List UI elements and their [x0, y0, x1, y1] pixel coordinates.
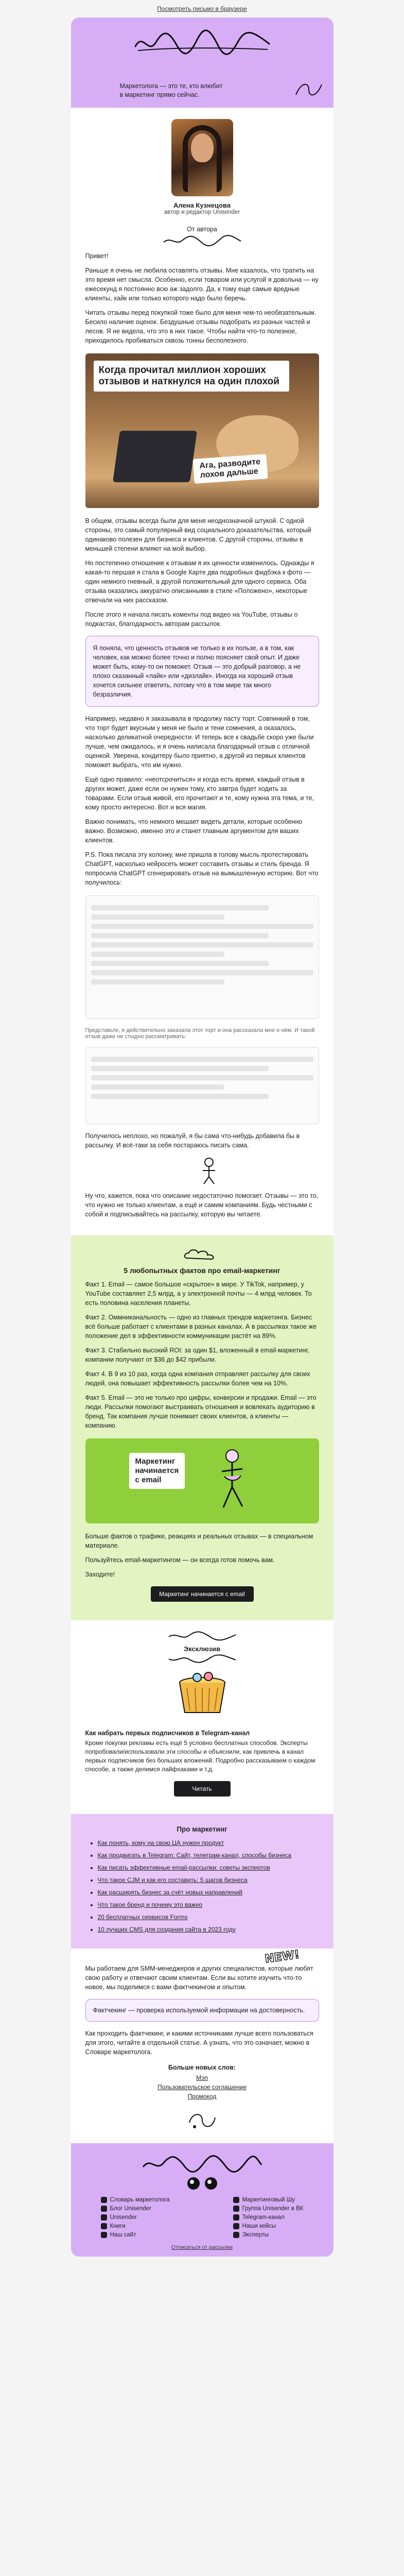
- factcheck-paragraph-1: Мы работаем для SMM-менеджеров и других специалистов, которые любят свою работу и отвечают своим клиентам. Если вы хотите изучить что-то новое, мы поделимся с вами фактчекингом и опытом.: [85, 1965, 313, 1991]
- author-role: автор и редактор Unisender: [164, 209, 240, 215]
- footer-link-label: Наши кейсы: [242, 2223, 276, 2229]
- chatgpt-screenshot: [85, 895, 319, 1019]
- header-tagline: [120, 82, 300, 99]
- marketing-link[interactable]: Что такое CJM и как его составить: 5 шагов бизнеса: [97, 1876, 248, 1884]
- tagline-line-2: в маркетинг прямо сейчас.: [119, 91, 200, 98]
- unisender-icon: [101, 2214, 107, 2221]
- exclusive-label: Эксклюзив: [183, 1645, 221, 1653]
- hero-meme-image: [85, 353, 319, 508]
- list-item: [98, 1888, 319, 1897]
- intro-paragraph-2: Читать отзывы перед покупкой тоже было для меня чем-то необязательным. Бесило наличие оценок. Бездушные отзывы подобрать из разных частей и лесов. Я не видела, что это в них такое. Чтобы найти что-то полезное, приходилось пробиваться сквозь тонны бесполезного.: [85, 309, 317, 344]
- marketing-link[interactable]: Как расширять бизнес за счёт новых направлений: [97, 1889, 242, 1896]
- marketing-link[interactable]: Что такое бренд и почему это важно: [97, 1901, 203, 1908]
- view-in-browser-link[interactable]: Посмотреть письмо в браузере: [157, 5, 247, 12]
- divider-scribble: [161, 235, 243, 246]
- footer-link[interactable]: [101, 2214, 170, 2221]
- screenshot-line: [91, 1084, 224, 1090]
- fact-item-1: Факт 1. Email — самое большое «скрытое» в мире. У TikTok, например, у YouTube составляет 2,5 млрд, а у электронной почты — 4 млрд человек. То есть половина населения планеты.: [85, 1281, 312, 1307]
- factcheck-notice: [85, 1999, 319, 2022]
- books-icon: [101, 2223, 107, 2229]
- spiral-deco-icon: [293, 79, 324, 100]
- list-item: [98, 1838, 319, 1848]
- body-paragraph-3: Например, недавно я заказывала в продолжу пасту торт. Совпинкий в том, что торт будет вкусным у меня не было и тени сомнения, а оказалось, насколько деликатной очередности. И теперь все к свадьбе скоро уже были лучше, чем ожидалось, и я очень написала благодарный отзыв с отличной оценкой. Уверена, кондитеру было приятно, а другой из первых клиентов поможет выбрать, что им нужно.: [85, 715, 314, 769]
- intro-paragraph-0: Привет!: [85, 252, 109, 260]
- eye-icon: [205, 2177, 217, 2190]
- unsubscribe-link[interactable]: Отписаться от рассылки: [171, 2244, 233, 2250]
- intro-paragraph-1: Раньше я очень не любила оставлять отзывы. Мне казалось, что тратить на это время нет смысла. Особенно, если товаром или услугой я довольна — ну ежесекунд я постоянно всю аж задолго. Да, к тому еще самые вредные клиенты, хайк или только которого надо было беречь.: [85, 267, 319, 302]
- marketing-links-section: [71, 1814, 333, 1966]
- laptop-shape: [112, 431, 197, 482]
- telegram-icon: [233, 2214, 239, 2221]
- footer-links-left: [101, 2197, 170, 2238]
- facts-outro-3: Заходите!: [85, 1571, 115, 1578]
- footer-link[interactable]: [233, 2206, 304, 2212]
- footer-link-label: Unisender: [110, 2214, 137, 2221]
- list-item: [98, 1863, 319, 1872]
- author-photo: [171, 119, 233, 196]
- factcheck-paragraph-2: Как проходить фактчекинг, и какими источниками лучше всего пользоваться для этого, читайте в отдельной статье. А узнать, что это означает, можно в Словаре маркетолога.: [85, 2030, 313, 2056]
- hero-badge-line-1: Ага, разводите: [199, 457, 261, 471]
- author-name: Алена Кузнецова: [173, 201, 231, 209]
- facts-section: [71, 1235, 333, 1620]
- dictionary-icon: [101, 2197, 107, 2203]
- factcheck-section: [71, 1948, 333, 2143]
- footer-link-label: Наш сайт: [110, 2232, 136, 2238]
- list-item: [98, 1900, 319, 1909]
- divider-scribble: [166, 1631, 238, 1641]
- screenshot-line: [91, 1094, 269, 1099]
- unsubscribe: [85, 2244, 319, 2250]
- screenshot-line: [91, 970, 313, 975]
- screenshot-line: [91, 1057, 313, 1062]
- header: [71, 18, 333, 108]
- footer-link[interactable]: [101, 2206, 170, 2212]
- banner-line-3: с email: [135, 1476, 162, 1484]
- exclusive-title: Как набрать первых подписчиков в Telegram-канал: [85, 1730, 250, 1737]
- footer-link-label: Маркетинговый Шу: [242, 2197, 295, 2203]
- logo-scribble: [133, 27, 272, 58]
- more-word-link[interactable]: [85, 2083, 319, 2091]
- body-paragraph-7: Получилось неплохо, но пожалуй, я бы сама что-нибудь добавила бы в рассылку. И всё-таки за себя постараюсь писать сама.: [85, 1132, 300, 1149]
- new-sticker-label: NEW!: [264, 1948, 301, 1966]
- more-word-link-text[interactable]: Мэп: [196, 2074, 208, 2081]
- screenshot-line: [91, 924, 313, 929]
- footer-eyes: [85, 2177, 319, 2190]
- more-word-link-text[interactable]: Пользовательское соглашение: [157, 2083, 247, 2091]
- vk-icon: [233, 2206, 239, 2212]
- screenshot-line: [91, 1075, 313, 1080]
- footer-links-right: [233, 2197, 304, 2238]
- list-item: [98, 1925, 319, 1934]
- footer-link-label: Словарь маркетолога: [110, 2197, 170, 2203]
- hand-drawn-figure-icon: [194, 1155, 224, 1186]
- newsletter: [71, 18, 333, 2257]
- basket-icon: [166, 1667, 238, 1719]
- more-words: [85, 2064, 319, 2100]
- marketing-link[interactable]: Как понять, кому на свою ЦА нужен продукт: [97, 1839, 224, 1846]
- email-marketing-banner[interactable]: [85, 1438, 319, 1523]
- marketing-link[interactable]: Как писать эффективные email-рассылки: советы экспертов: [97, 1864, 270, 1871]
- banner-text: [129, 1453, 185, 1489]
- body-paragraph-5: Важно понимать, что немного мешает видеть детали, которые особенно важно. Возможно, именно это и станет главным аргументом для ваших клиентов.: [85, 818, 303, 844]
- marketing-links-title: Про маркетинг: [177, 1825, 227, 1833]
- fact-item-5: Факт 5. Email — это не только про цифры, конверсии и продажи. Email — это люди. Рассылки помогают выстраивать отношения и вовлекать аудиторию в бренд. Так компания лучше понимает своих клиентов, а клиенты — компанию.: [85, 1394, 317, 1429]
- body-paragraph-6: P.S. Пока писала эту колонку, мне пришла в голову мысль протестировать ChatGPT, насколько нейросеть может составить отзывы и стиль бренда. Я попросила ChatGPT сгенерировать отзыв на вымышленную историю. Вот что получилось:: [85, 851, 319, 886]
- screenshot-line: [91, 942, 313, 947]
- callout-box: [85, 636, 319, 707]
- list-item: [98, 1875, 319, 1885]
- body-paragraph-8: Ну что, кажется, пока что описание недостаточно помогает. Отзывы — это то, что нужно не только клиентам, а ещё и самим компаниям. Будь честными с собой и подписывайтесь на рассылку, которую вы читаете.: [85, 1192, 319, 1218]
- marketing-links-list: [85, 1838, 319, 1934]
- section-label-author: От автора: [187, 226, 217, 233]
- banner-line-2: начинается: [135, 1466, 179, 1475]
- screenshot-line: [91, 905, 269, 910]
- footer-link[interactable]: [233, 2232, 304, 2238]
- email-marketing-button[interactable]: Маркетинг начинается с email: [151, 1586, 254, 1602]
- more-words-title: Больше новых слов:: [168, 2064, 236, 2071]
- experts-icon: [233, 2232, 239, 2238]
- marketing-link[interactable]: 10 лучших CMS для создания сайта в 2023 году: [97, 1926, 236, 1933]
- body-paragraph-0: В общем, отзывы всегда были для меня неоднозначной штукой. С одной стороны, это самый популярный вид социального доказательства, который одинаково полезен для бизнеса и клиентов. С другой стороны, отзывы в меньшей степени влияют на мой выбор.: [85, 517, 311, 552]
- more-word-link[interactable]: [85, 2093, 319, 2100]
- facts-outro-2: Пользуйтесь email-маркетингом — он всегда готов помочь вам.: [85, 1556, 275, 1564]
- footer-link-label: Telegram-канал: [242, 2214, 285, 2221]
- author-card: [71, 108, 333, 1235]
- divider-scribble: [166, 1654, 238, 1664]
- screenshot-line: [91, 979, 224, 985]
- footer-link[interactable]: [101, 2232, 170, 2238]
- cloud-deco-icon: [182, 1247, 223, 1262]
- more-word-link-text[interactable]: Промокод: [187, 2093, 217, 2100]
- footer-link-label: Блог Unisender: [110, 2206, 151, 2212]
- website-icon: [101, 2232, 107, 2238]
- footer-link[interactable]: [233, 2197, 304, 2203]
- eye-icon: [187, 2177, 200, 2190]
- cases-icon: [233, 2223, 239, 2229]
- dancing-figure-icon: [214, 1446, 250, 1513]
- footer-link-label: Группа Unisender в ВК: [242, 2206, 304, 2212]
- hero-badge-line-2: лохов дальше: [199, 467, 258, 480]
- marketing-link[interactable]: 20 бесплатных сервисов Forms: [97, 1913, 188, 1921]
- footer-link[interactable]: [233, 2214, 304, 2221]
- screenshot-line: [91, 933, 269, 938]
- chatgpt-reply-screenshot: [85, 1047, 319, 1124]
- blog-icon: [101, 2206, 107, 2212]
- reply-lines: [91, 1057, 313, 1099]
- screenshot-caption: Представьте, я действительно заказала этот торт и она рассказала мне о нём. И такой отзыв даже не стыдно рассматривать:: [85, 1027, 315, 1040]
- fact-item-4: Факт 4. В 9 из 10 раз, когда одна компания отправляет рассылку для своих людей, она повышает эффективность рассылки более чем на 10%.: [85, 1370, 310, 1387]
- screenshot-line: [91, 914, 224, 920]
- footer-links: [85, 2197, 319, 2238]
- read-button[interactable]: Читать: [174, 1781, 231, 1797]
- footer-logo-scribble: [140, 2154, 264, 2174]
- hero-title: Когда прочитал миллион хороших отзывов и наткнулся на один плохой: [94, 361, 289, 392]
- body-paragraph-2: После этого я начала писать коменты под видео на YouTube, отзывы о подкастах, благодарность авторам рассылок.: [85, 611, 298, 628]
- new-sticker-icon: [261, 1943, 303, 1969]
- footer: [71, 2143, 333, 2257]
- tagline-line-1: Маркетолога — это те, кто влюбит: [119, 82, 223, 90]
- footer-link[interactable]: [101, 2197, 170, 2203]
- footer-link[interactable]: [101, 2223, 170, 2229]
- author-block: [85, 119, 319, 215]
- footer-link-label: Эксперты: [242, 2232, 269, 2238]
- list-item: [98, 1851, 319, 1860]
- exclusive-section: [71, 1620, 333, 1814]
- factcheck-definition: Фактчекинг — проверка используемой информации на достоверность.: [93, 2007, 305, 2014]
- marketing-link[interactable]: Как продвигать в Telegram: Сайт, телеграм-канал, способы бизнеса: [97, 1852, 292, 1859]
- screenshot-line: [91, 961, 269, 966]
- doodle-icon: [184, 2107, 220, 2133]
- hero-badge: [192, 454, 268, 484]
- body-paragraph-1: Но постепенно отношение к отзывам я их ценности изменилось. Однажды я какая-то першая я стала в Google Карте два подробных фидбэка к фото — один немного гневный, а другой положительный для одного сервиса. Оба отзыва оказались аккуратно описанными в стиле «Положено», некоторые отвечали на них рассказом.: [85, 560, 314, 604]
- more-word-link[interactable]: [85, 2074, 319, 2081]
- callout-text: Я поняла, что ценность отзывов не только в их пользе, а в том, как человек, как можно более точно и полно поясняет свой опыт. И даже может быть, кому-то он поможет. Отзыв — это добрый разговор, а не плохо сказанный «лайк» или «дизлайк». Иногда на хороший отзыв хочется сильнее ответить, потому что в том мире так много безразличия.: [93, 645, 301, 698]
- exclusive-text: Кроме покупки рекламы есть ещё 5 условно бесплатных способов. Эксперты попробовали/использовали эти способы и объяснили, как привлечь в канал первых подписчиков без больших вложений. Подробно рассказываем о каждом способе, а также делимся лайфхаками и т.д.: [85, 1739, 315, 1773]
- youtube-icon: [233, 2197, 239, 2203]
- screenshot-line: [91, 952, 224, 957]
- banner-line-1: Маркетинг: [135, 1457, 175, 1466]
- facts-title: 5 любопытных фактов про email-маркетинг: [124, 1266, 280, 1275]
- screenshot-line: [91, 1066, 269, 1071]
- fact-item-2: Факт 2. Оммниканальность — одно из главных трендов маркетинга. Бизнес всё больше работает с клиентами в разных каналах. А в рассылках такое же положение дел в эффективности коммуникации растёт на 89%.: [85, 1314, 317, 1340]
- footer-link-label: Книги: [110, 2223, 126, 2229]
- body-paragraph-4: Ещё одно правило: «неотсрочиться» и когда есть время, каждый отзыв в других может, даже если он нужен тому, кто завтра будет ходить за товарами. Если отзыв живой, его прочитают и те, кому нужна эта тема, и те, кому просто интересно. Вот и вся магия.: [85, 776, 314, 811]
- list-item: [98, 1912, 319, 1922]
- fact-item-3: Факт 3. Стабильно высокий ROI: за один $1, вложенный в email-маркетинг, компании получают от $36 до $42 прибыли.: [85, 1347, 309, 1363]
- facts-outro-1: Больше фактов о трафике, реакциях и реальных отзывах — в специальном материале.: [85, 1533, 313, 1549]
- footer-link[interactable]: [233, 2223, 304, 2229]
